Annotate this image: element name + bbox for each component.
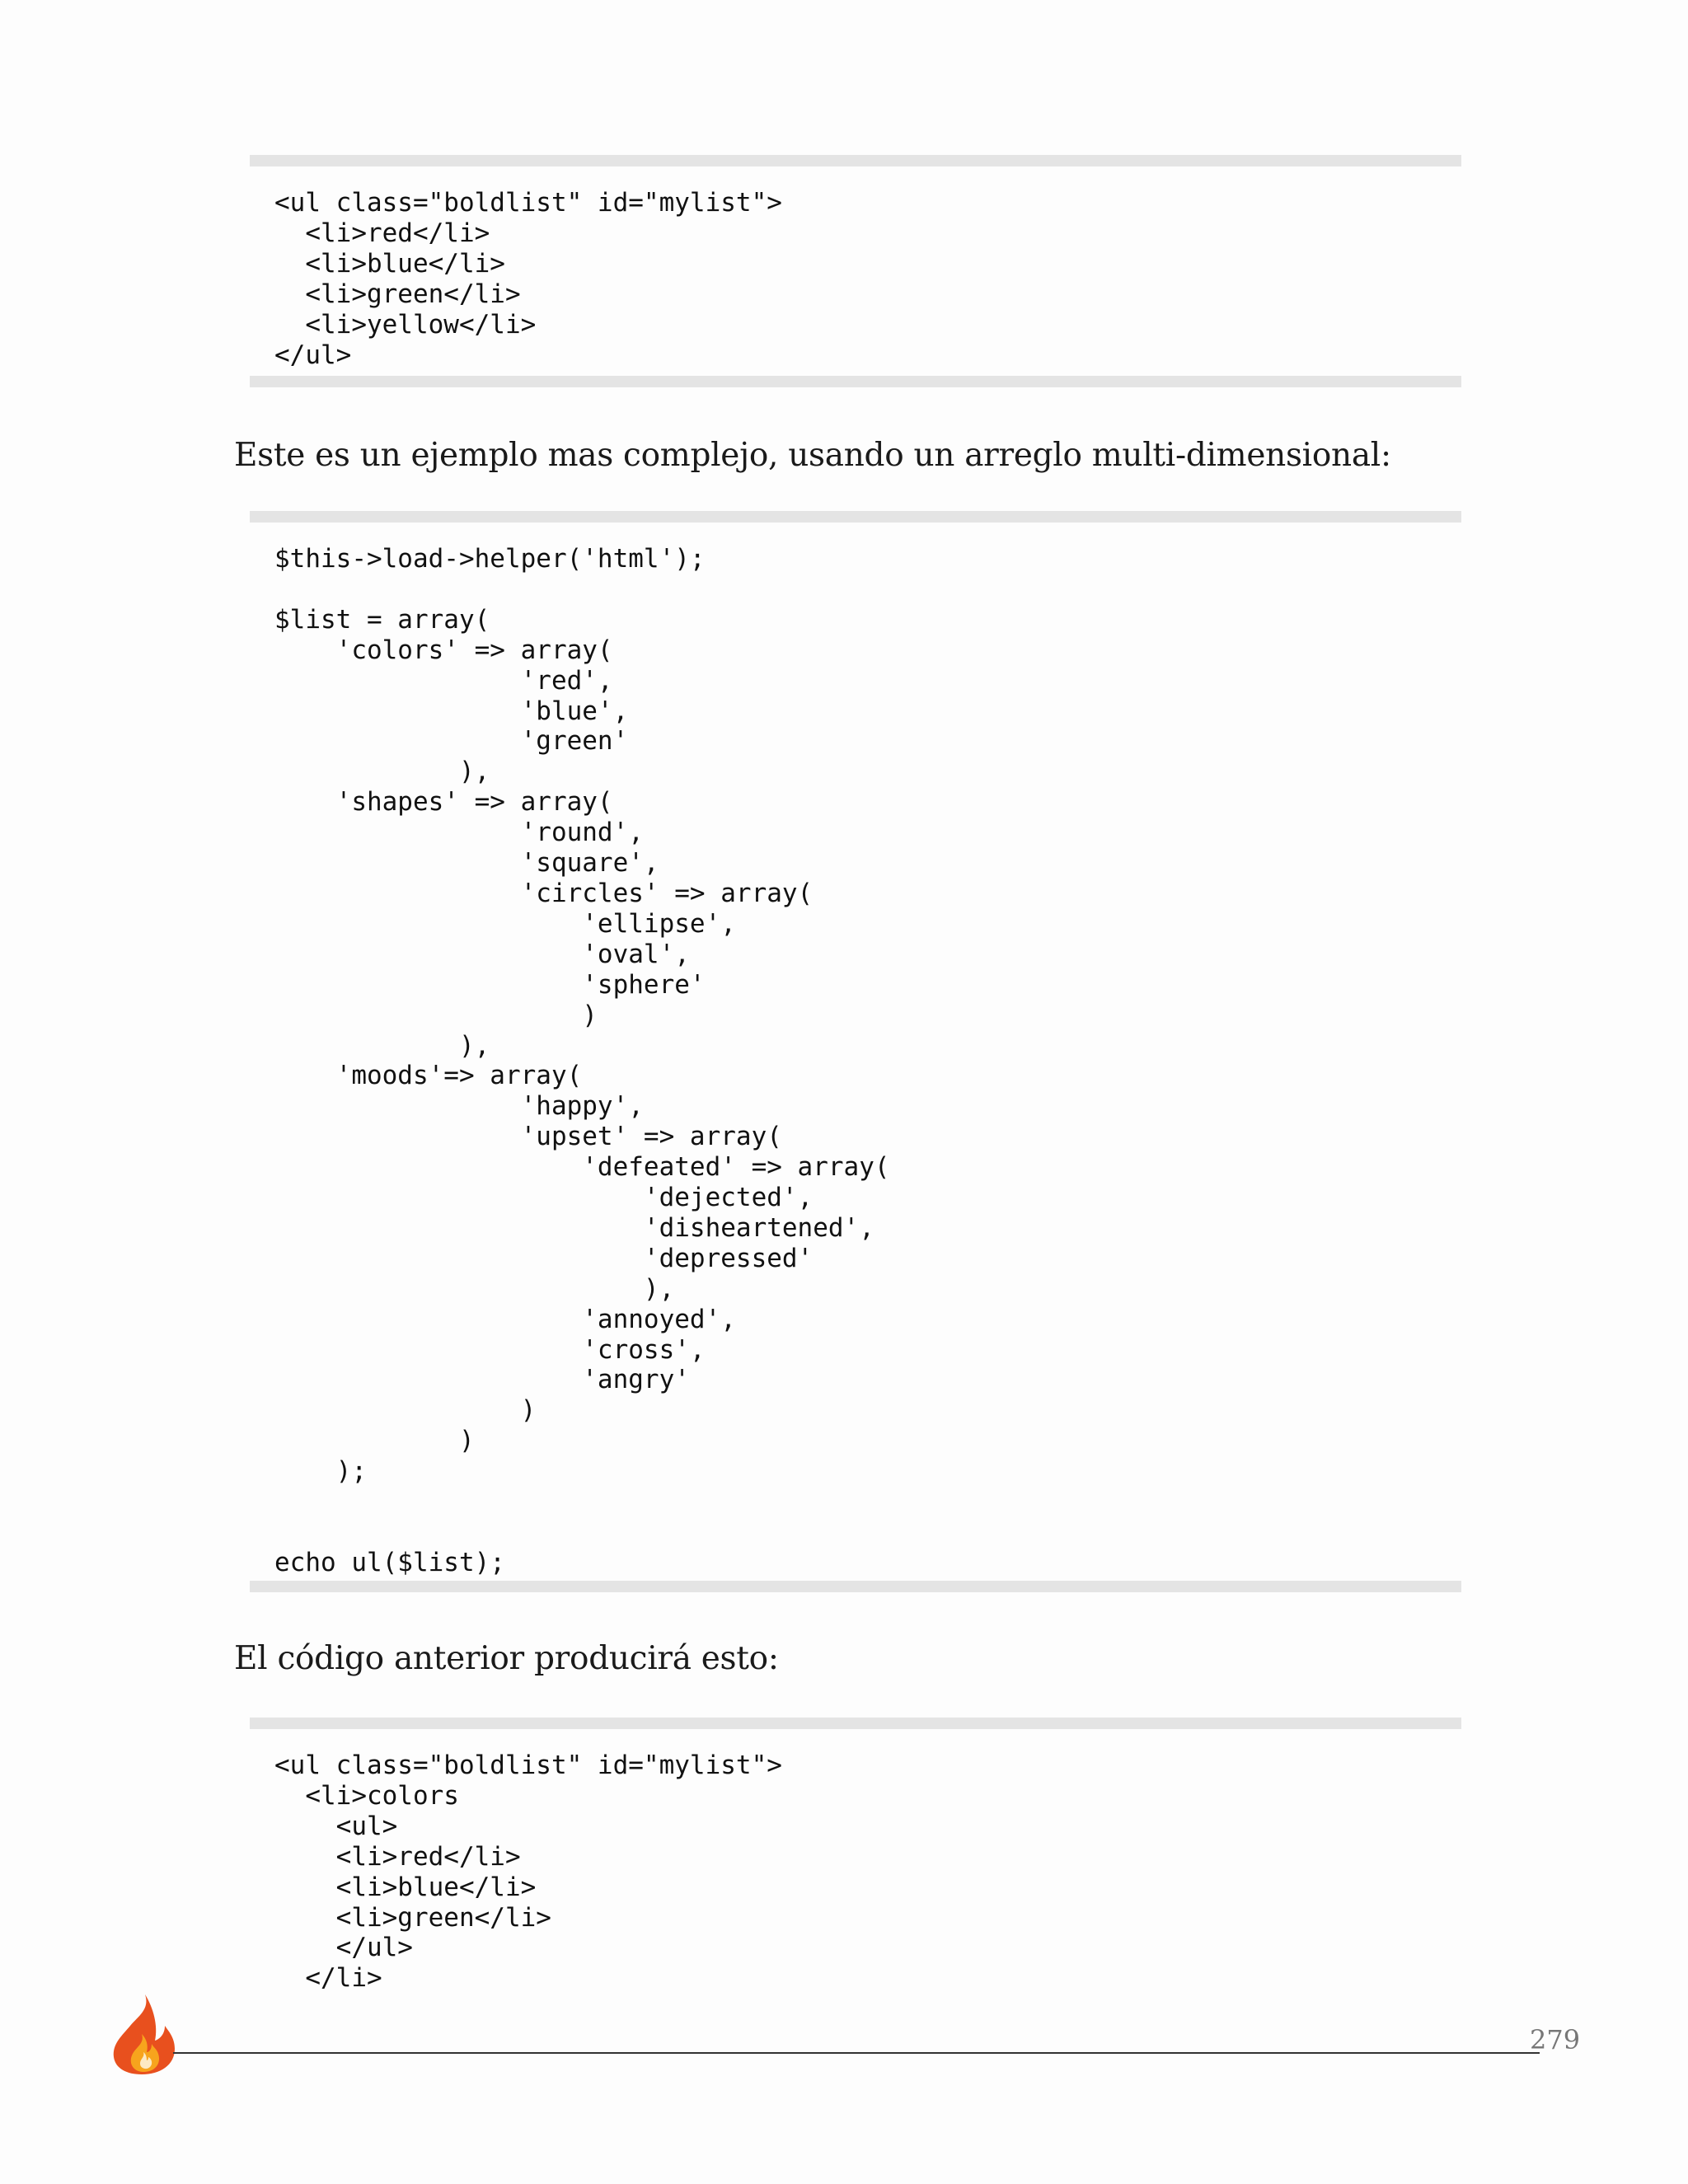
codeigniter-flame-icon (106, 1993, 180, 2075)
page-number: 279 (1530, 2024, 1581, 2055)
code-block-html-output-nested (250, 1718, 1461, 1998)
footer-rule (173, 2052, 1540, 2054)
code-text: <ul class="boldlist" id="mylist"> <li>colors <ul> <li>red</li> <li>blue</li> <li>green</li> </ul> </li> (274, 1750, 782, 1994)
code-text: <ul class="boldlist" id="mylist"> <li>red</li> <li>blue</li> <li>green</li> <li>yellow</li> </ul> (274, 188, 782, 370)
code-text: $this->load->helper('html'); $list = array( 'colors' => array( 'red', 'blue', 'green' ), 'shapes' => array( 'round', 'square', 'circles' => array( 'ellipse', 'oval', 'sphere' ) ), 'moods'=> array( 'happy', 'upset' => array( 'defeated' => array( 'dejected', 'disheartened', 'depressed' ), 'annoyed', 'cross', 'angry' ) ) ); echo ul($list); (274, 544, 890, 1577)
code-block-php-multidimensional-array (250, 511, 1461, 1592)
paragraph-output-intro: El código anterior producirá esto: (234, 1640, 779, 1677)
code-block-html-output-simple (250, 155, 1461, 387)
paragraph-complex-example: Este es un ejemplo mas complejo, usando un arreglo multi-dimensional: (234, 437, 1391, 474)
